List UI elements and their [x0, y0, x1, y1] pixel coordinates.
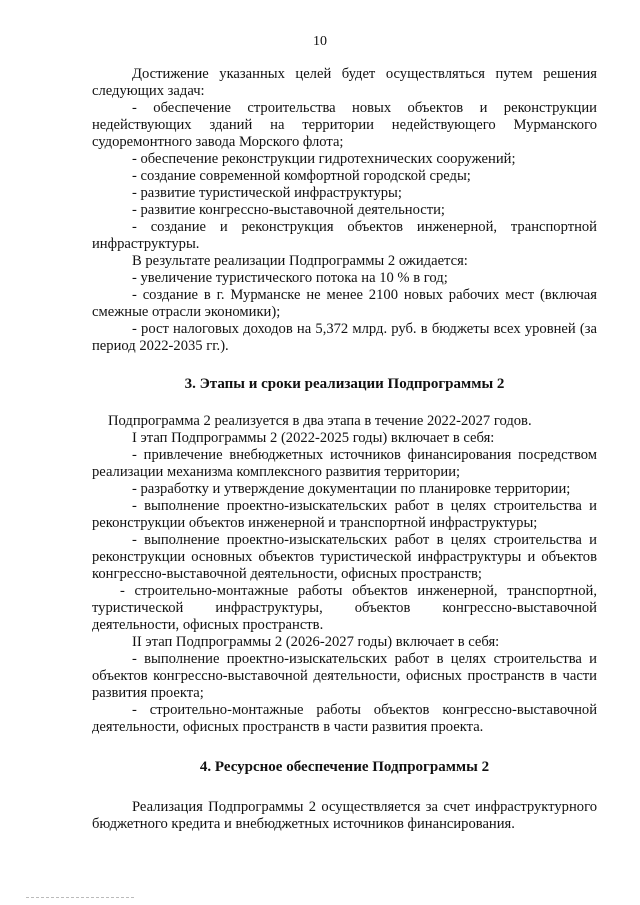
stage-1-item: - выполнение проектно-изыскательских работ в целях строительства и реконструкции объектов инженерной и транспортной инфраструктуры; [92, 498, 597, 531]
stage-1-item: - строительно-монтажные работы объектов инженерной, транспортной, туристической инфраструктуры, объектов конгрессно-выставочной деятельности, офисных пространств. [92, 583, 597, 633]
stage-1-item: - выполнение проектно-изыскательских работ в целях строительства и реконструкции основных объектов туристической инфраструктуры и объектов конгрессно-выставочной деятельности, офисных пространств; [92, 532, 597, 582]
task-list-item: - создание современной комфортной городской среды; [132, 168, 471, 184]
task-list-item: - развитие конгрессно-выставочной деятельности; [132, 202, 445, 218]
task-list-item: - обеспечение строительства новых объектов и реконструкции недействующих зданий на территории недействующего Мурманского судоремонтного завода Морского флота; [92, 100, 597, 150]
section-3-paragraph: Подпрограмма 2 реализуется в два этапа в течение 2022-2027 годов. [108, 413, 532, 429]
document-body [92, 66, 597, 833]
stage-2-heading: II этап Подпрограммы 2 (2026-2027 годы) включает в себя: [132, 634, 500, 650]
stage-1-heading: I этап Подпрограммы 2 (2022-2025 годы) включает в себя: [132, 430, 495, 446]
task-list-item: - создание и реконструкция объектов инженерной, транспортной инфраструктуры. [92, 219, 597, 252]
page-number: 10 [313, 34, 327, 49]
stage-2-item: - выполнение проектно-изыскательских работ в целях строительства и объектов конгрессно-выставочной деятельности, офисных пространств в части развития проекта; [92, 651, 597, 701]
section-4-paragraph: Реализация Подпрограммы 2 осуществляется за счет инфраструктурного бюджетного кредита и внебюджетных источников финансирования. [92, 799, 597, 832]
task-list-item: - развитие туристической инфраструктуры; [132, 185, 402, 201]
stage-1-item: - разработку и утверждение документации по планировке территории; [132, 481, 571, 497]
result-list-item: - рост налоговых доходов на 5,372 млрд. руб. в бюджеты всех уровней (за период 2022-2035 гг.). [92, 321, 597, 354]
section-3-heading: 3. Этапы и сроки реализации Подпрограммы 2 [184, 376, 505, 392]
result-list-item: - создание в г. Мурманске не менее 2100 новых рабочих мест (включая смежные отрасли экономики); [92, 287, 597, 320]
footer-mark [26, 897, 134, 901]
intro-paragraph: Достижение указанных целей будет осуществляться путем решения следующих задач: [92, 66, 597, 99]
section-4-heading: 4. Ресурсное обеспечение Подпрограммы 2 [199, 759, 490, 775]
result-list-item: - увеличение туристического потока на 10 % в год; [132, 270, 448, 286]
stage-1-item: - привлечение внебюджетных источников финансирования посредством реализации механизма комплексного развития территории; [92, 447, 597, 480]
results-intro-paragraph: В результате реализации Подпрограммы 2 ожидается: [132, 253, 468, 269]
stage-2-item: - строительно-монтажные работы объектов конгрессно-выставочной деятельности, офисных пространств в части развития проекта. [92, 702, 597, 735]
task-list-item: - обеспечение реконструкции гидротехнических сооружений; [132, 151, 516, 167]
